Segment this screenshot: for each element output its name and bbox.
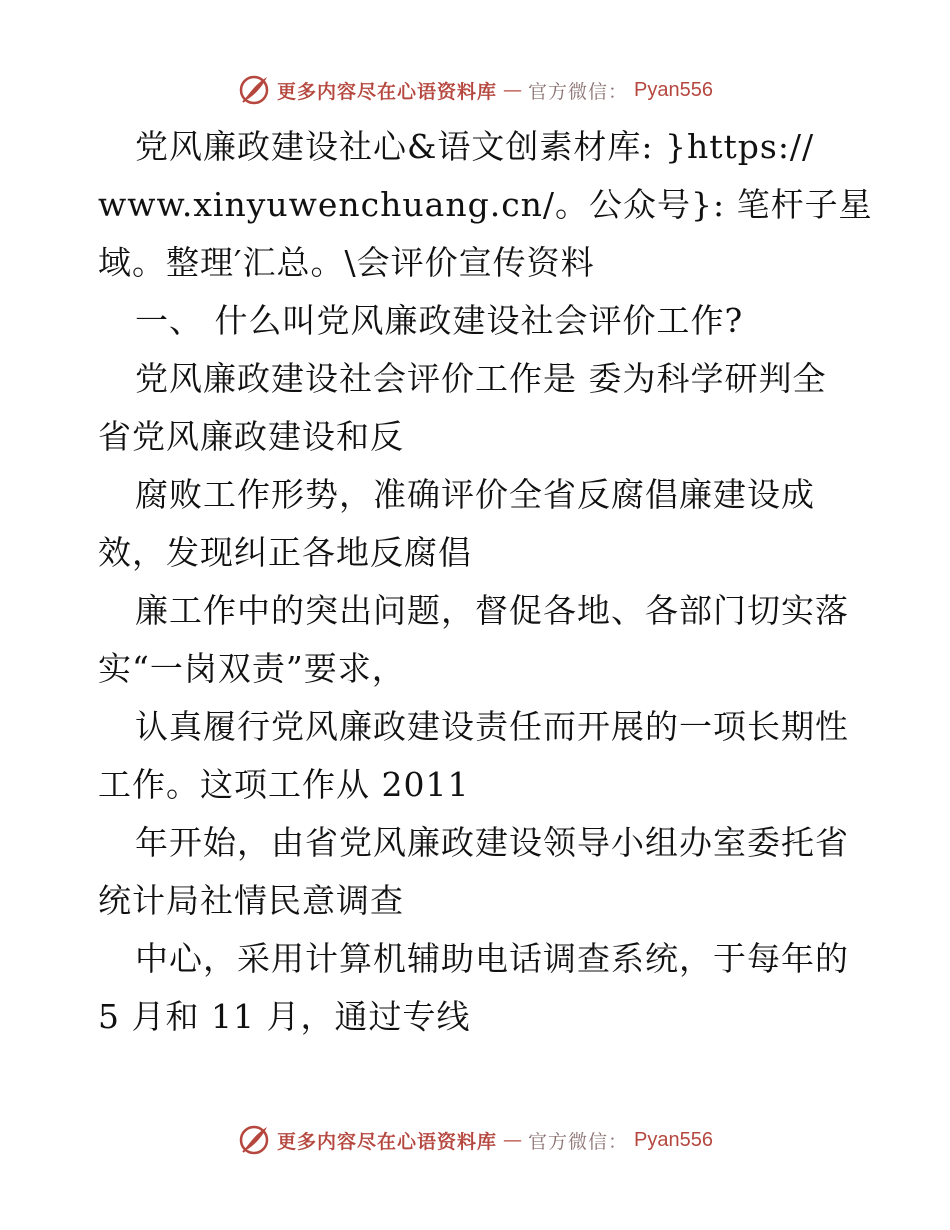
footer-banner xyxy=(0,1120,950,1160)
text-line: 年开始，由省党风廉政建设领导小组办室委托省 xyxy=(135,823,849,862)
text-line: www.xinyuwenchuang.cn/。公众号}: 笔杆子星 xyxy=(98,185,873,224)
banner-slogan: 更多内容尽在心语资料库 xyxy=(277,80,498,103)
section-heading: 一、 什么叫党风廉政建设社会评价工作? xyxy=(135,301,744,340)
text-line: 5 月和 11 月，通过专线 xyxy=(98,997,471,1036)
feather-pen-logo-icon xyxy=(237,73,271,107)
text-line: 统计局社情民意调查 xyxy=(98,881,404,920)
banner-wechat-label: 官方微信： xyxy=(528,1130,629,1153)
text-line: 工作。这项工作从 2011 xyxy=(98,765,470,804)
text-line: 认真履行党风廉政建设责任而开展的一项长期性 xyxy=(135,707,849,746)
banner-wechat-id: Pyan556 xyxy=(634,1128,713,1151)
text-line: 党风廉政建设社会评价工作是 委为科学研判全 xyxy=(135,359,827,398)
text-line: 实“一岗双责”要求， xyxy=(98,649,406,688)
banner-separator: — xyxy=(503,1129,523,1151)
banner-wechat-id: Pyan556 xyxy=(634,78,713,101)
feather-pen-logo-icon xyxy=(237,1123,271,1157)
banner-separator: — xyxy=(503,79,523,101)
banner-slogan: 更多内容尽在心语资料库 xyxy=(277,1130,498,1153)
document-body xyxy=(98,118,873,1046)
banner-wechat-label: 官方微信： xyxy=(528,80,629,103)
text-line: 域。整理′汇总。\会评价宣传资料 xyxy=(98,243,595,282)
text-line: 廉工作中的突出问题，督促各地、各部门切实落 xyxy=(135,591,849,630)
text-line: 省党风廉政建设和反 xyxy=(98,417,404,456)
header-banner xyxy=(0,70,950,110)
text-line: 中心，采用计算机辅助电话调查系统，于每年的 xyxy=(135,939,849,978)
text-line: 党风廉政建设社心&语文创素材库: }https:// xyxy=(135,127,815,166)
text-line: 效，发现纠正各地反腐倡 xyxy=(98,533,472,572)
text-line: 腐败工作形势，准确评价全省反腐倡廉建设成 xyxy=(135,475,815,514)
